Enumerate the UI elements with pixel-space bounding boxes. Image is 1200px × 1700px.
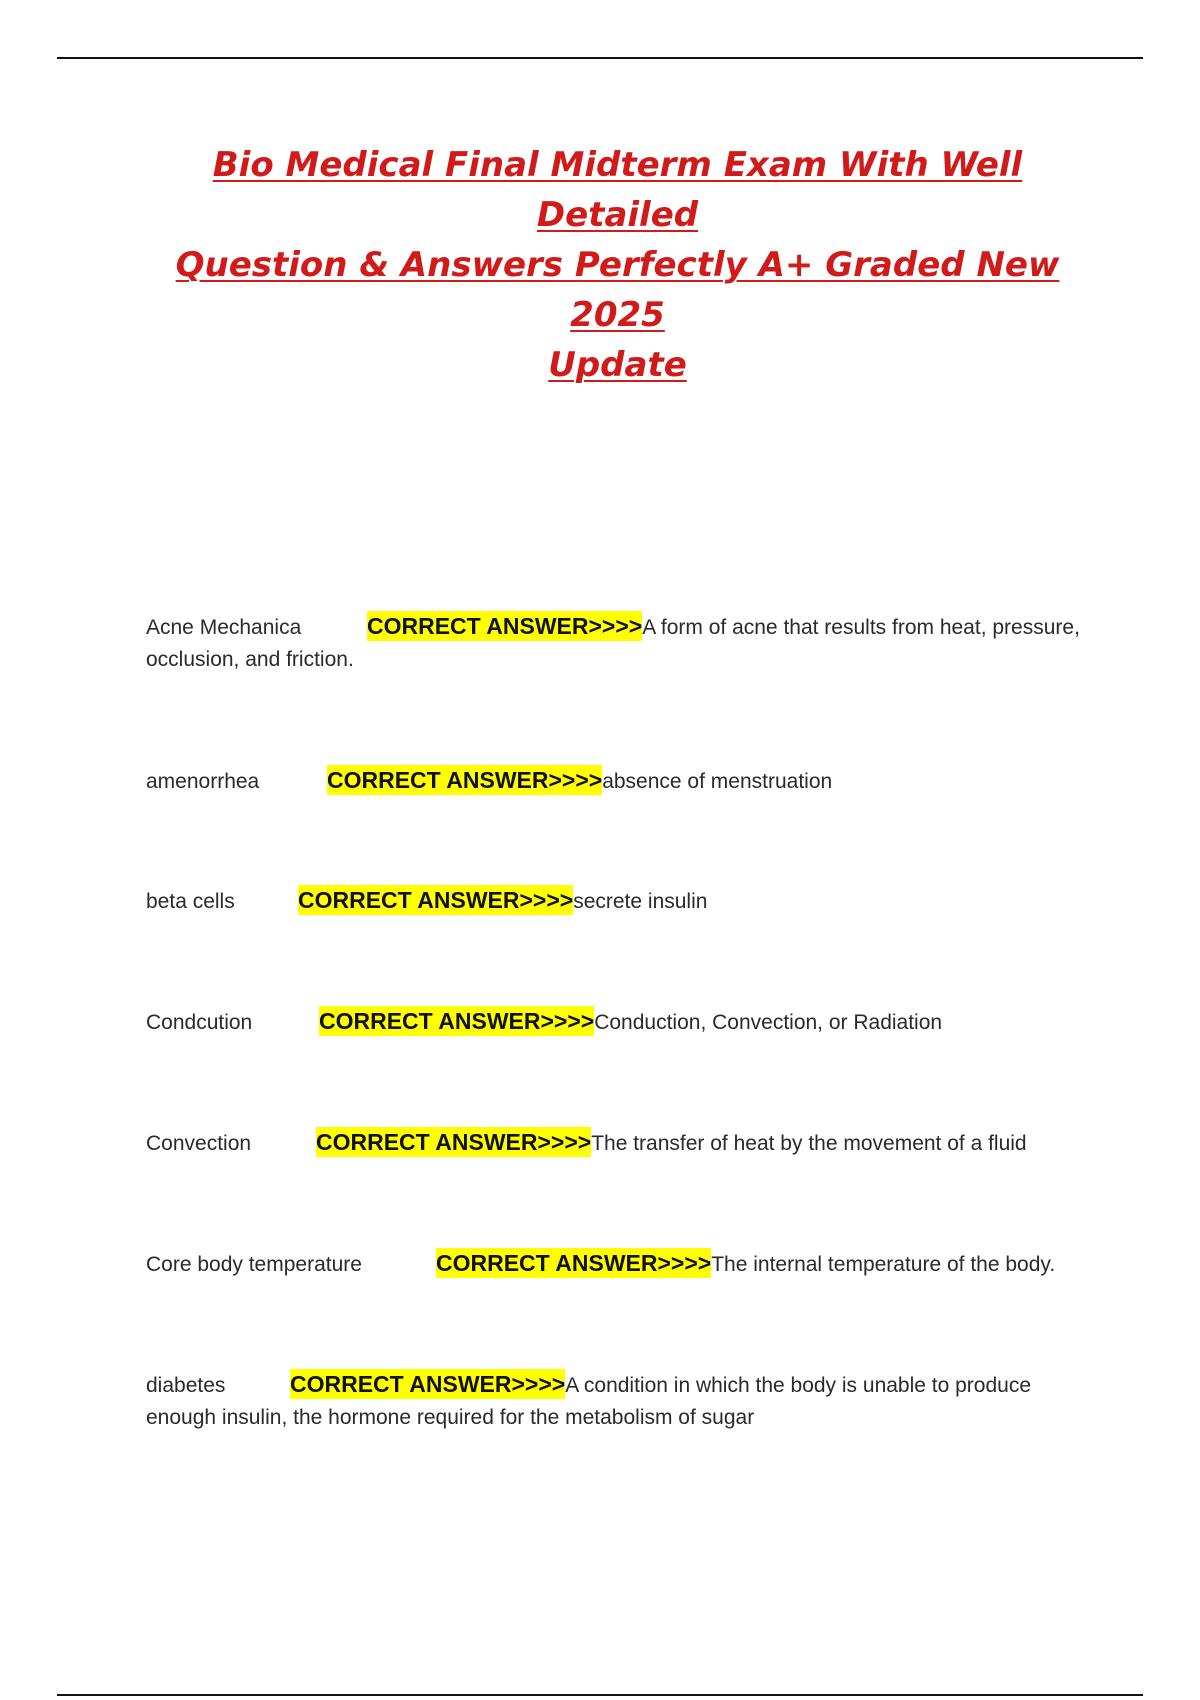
correct-answer-marker: CORRECT ANSWER>>>>: [319, 1008, 595, 1034]
qa-definition: A form of acne that results from heat, pressure, occlusion, and friction.: [146, 616, 1080, 671]
qa-definition: absence of menstruation: [602, 770, 833, 793]
qa-definition: The transfer of heat by the movement of a fluid: [591, 1132, 1027, 1155]
qa-term: beta cells: [146, 890, 235, 913]
title-line-3: Update: [548, 345, 687, 385]
qa-term: Acne Mechanica: [146, 616, 302, 639]
title-line-1: Bio Medical Final Midterm Exam With Well Detailed: [212, 145, 1023, 235]
qa-term: Core body temperature: [146, 1253, 362, 1276]
correct-answer-marker: CORRECT ANSWER>>>>: [290, 1371, 566, 1397]
qa-entry-convection: [146, 1126, 1096, 1160]
bottom-rule: [57, 1694, 1143, 1696]
qa-term: diabetes: [146, 1374, 226, 1397]
correct-answer-marker: CORRECT ANSWER>>>>: [298, 887, 574, 913]
correct-answer-marker: CORRECT ANSWER>>>>: [367, 613, 643, 639]
correct-answer-marker: CORRECT ANSWER>>>>: [316, 1129, 592, 1155]
qa-term: Condcution: [146, 1011, 253, 1034]
qa-term: amenorrhea: [146, 770, 260, 793]
document-title: [150, 140, 1085, 390]
qa-entry-core-body-temperature: [146, 1247, 1096, 1281]
qa-entry-beta-cells: [146, 884, 1096, 918]
qa-term: Convection: [146, 1132, 252, 1155]
qa-entry-condcution: [146, 1005, 1096, 1039]
qa-definition: The internal temperature of the body.: [711, 1253, 1056, 1276]
qa-entry-diabetes: [146, 1368, 1096, 1434]
title-line-2: Question & Answers Perfectly A+ Graded New 2025: [175, 245, 1060, 335]
top-rule: [57, 57, 1143, 59]
qa-definition: secrete insulin: [573, 890, 708, 913]
correct-answer-marker: CORRECT ANSWER>>>>: [327, 767, 603, 793]
correct-answer-marker: CORRECT ANSWER>>>>: [436, 1250, 712, 1276]
qa-definition: A condition in which the body is unable to produce enough insulin, the hormone required for the metabolism of sugar: [146, 1374, 1032, 1429]
qa-entry-amenorrhea: [146, 764, 1096, 798]
qa-definition: Conduction, Convection, or Radiation: [594, 1011, 943, 1034]
qa-entry-acne-mechanica: [146, 610, 1096, 676]
